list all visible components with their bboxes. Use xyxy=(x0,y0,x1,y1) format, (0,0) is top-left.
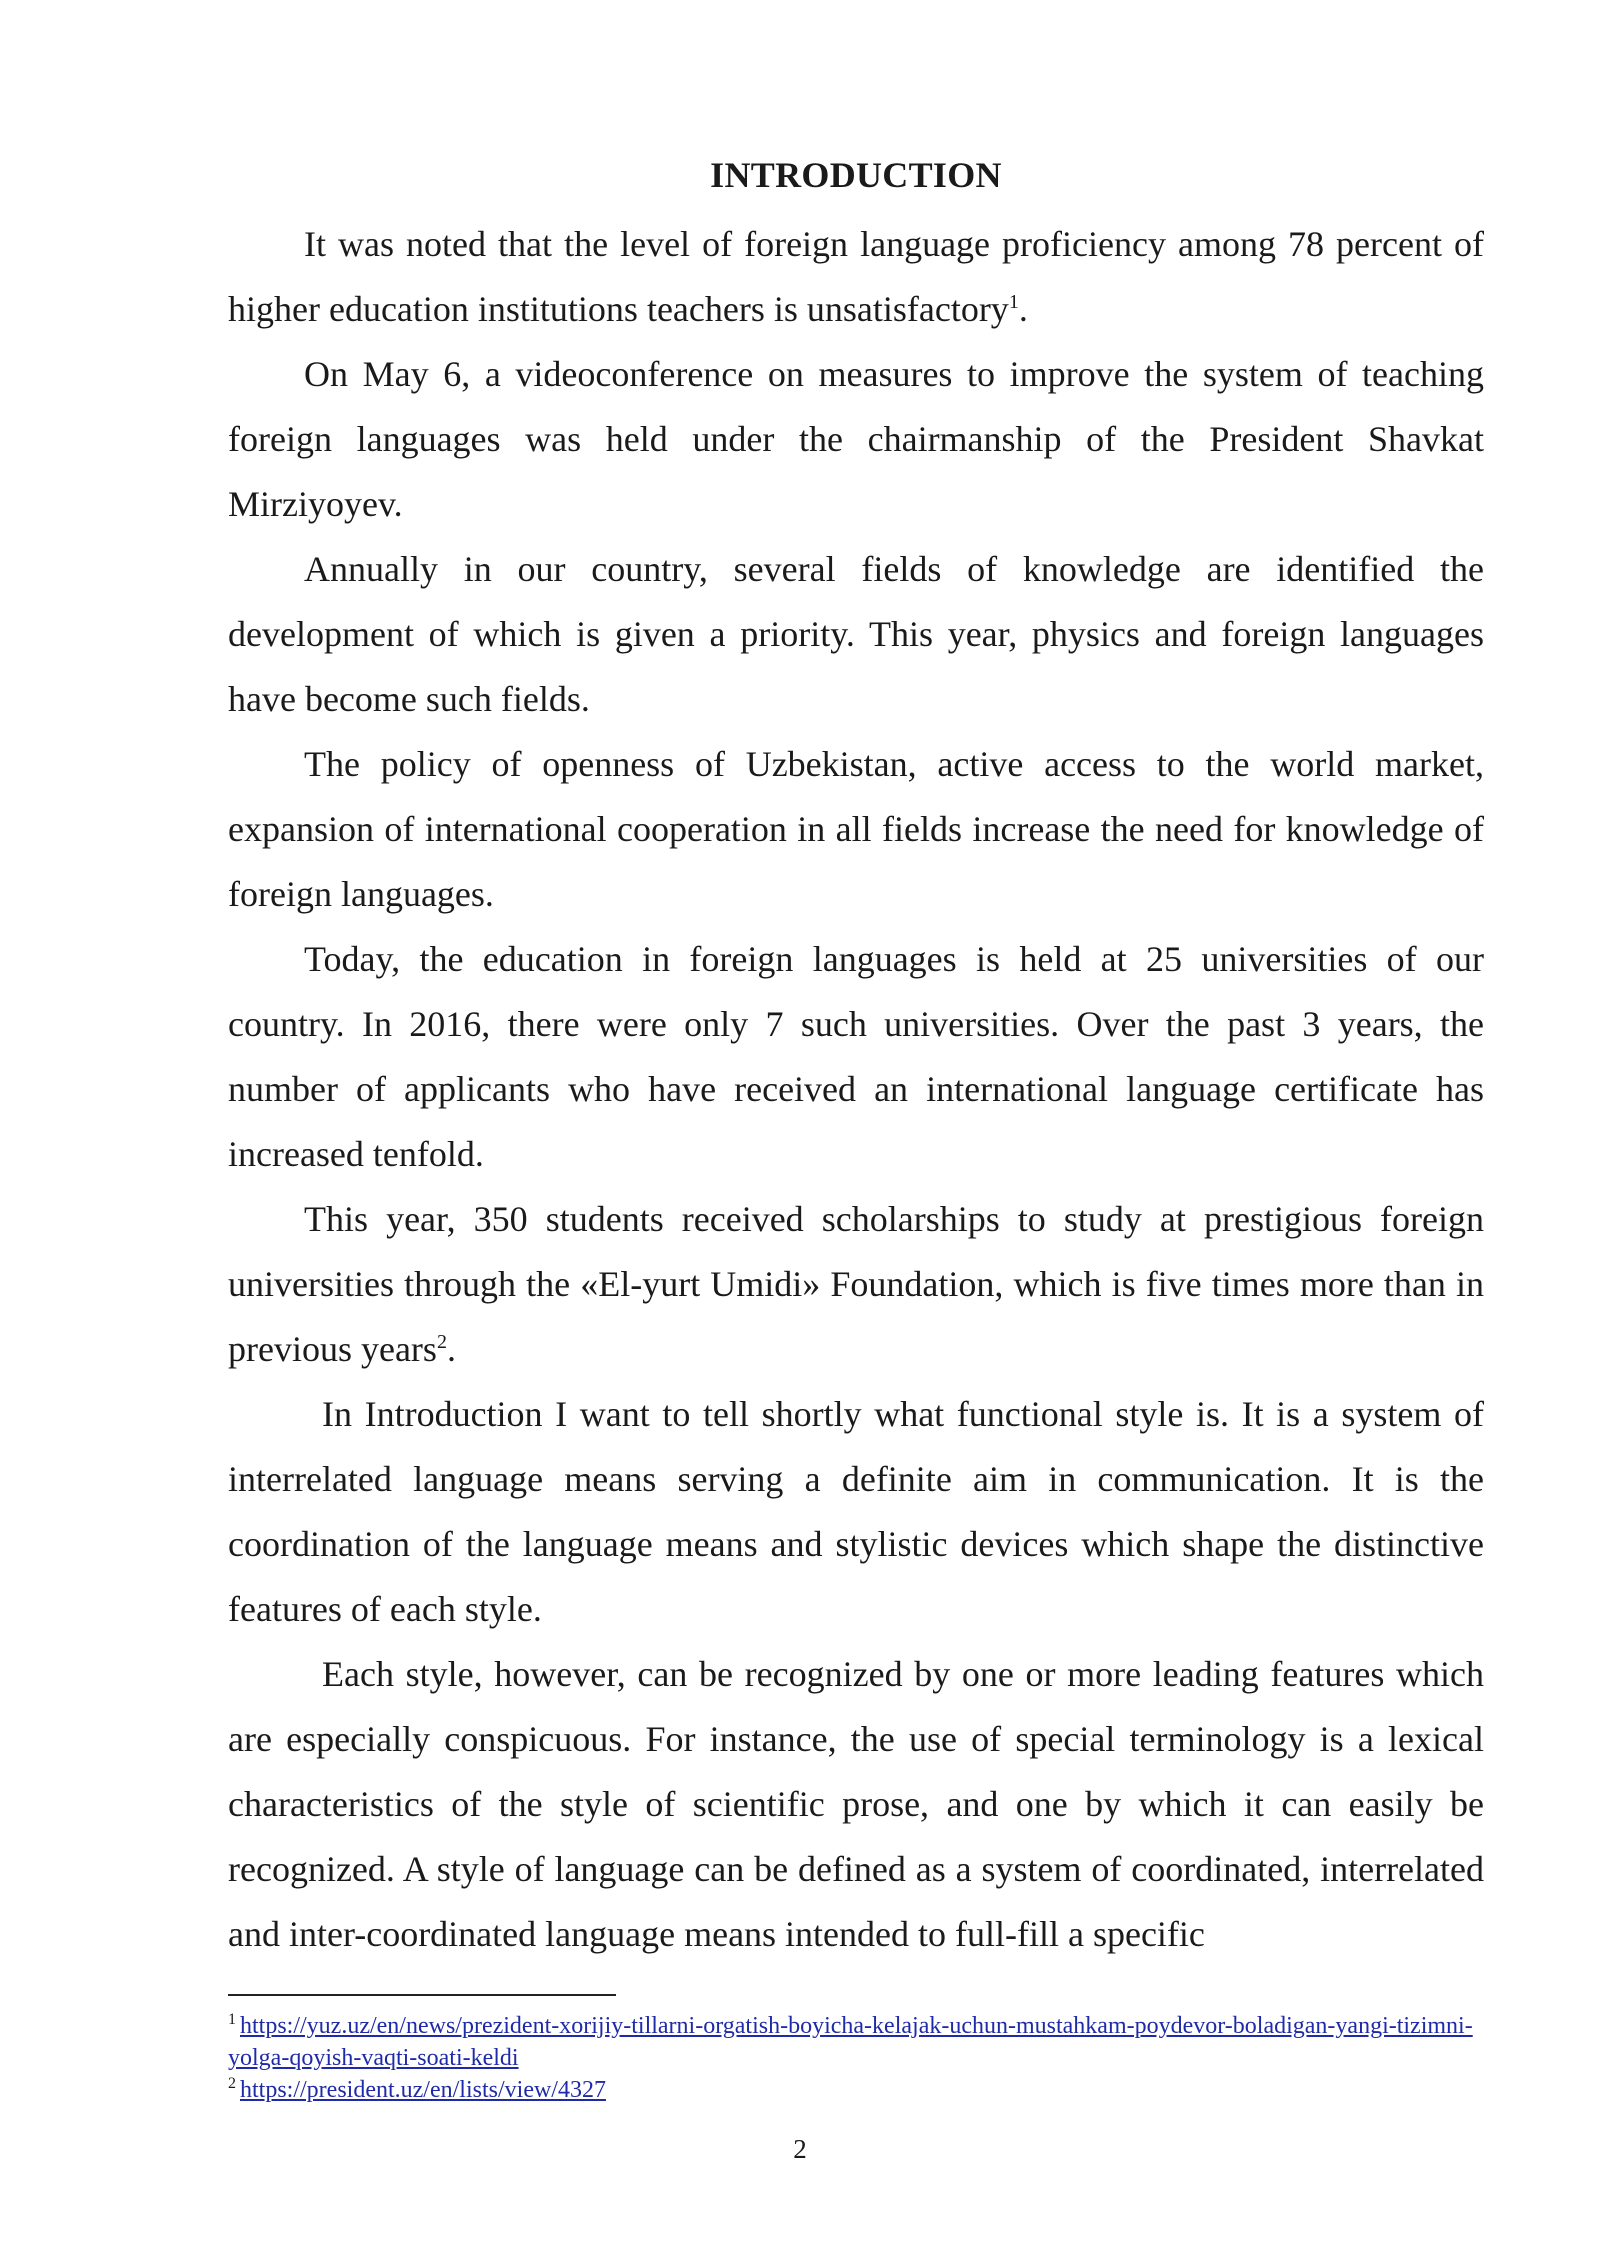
footnote-link[interactable]: https://yuz.uz/en/news/prezident-xorijiy-tillarni-orgatish-boyicha-kelajak-uchun-mustahkam-poydevor-boladigan-yangi-tizimni-yolga-qoyish-vaqti-soati-keldi xyxy=(228,2013,1473,2071)
page-body xyxy=(228,150,1484,1967)
paragraph-3 xyxy=(228,537,1484,732)
paragraph-5 xyxy=(228,927,1484,1187)
footnote-separator xyxy=(228,1994,616,1996)
paragraph-2 xyxy=(228,342,1484,537)
paragraph-7 xyxy=(228,1382,1484,1642)
footnote-2 xyxy=(228,2074,1484,2106)
paragraph-text: This year, 350 students received scholarships to study at prestigious foreign universities through the «El-yurt Umidi» Foundation, which is five times more than in previous years xyxy=(228,1199,1484,1369)
paragraph-6 xyxy=(228,1187,1484,1382)
paragraph-text: Today, the education in foreign languages is held at 25 universities of our country. In 2016, there were only 7 such universities. Over the past 3 years, the number of applicants who have received an international language certificate has increased tenfold. xyxy=(228,939,1484,1174)
section-heading: INTRODUCTION xyxy=(710,155,1002,195)
paragraph-4 xyxy=(228,732,1484,927)
paragraph-text: On May 6, a videoconference on measures to improve the system of teaching foreign languages was held under the chairmanship of the President Shavkat Mirziyoyev. xyxy=(228,354,1484,524)
paragraph-8 xyxy=(228,1642,1484,1967)
paragraph-text-end: . xyxy=(446,1329,456,1369)
footnote-1 xyxy=(228,2010,1484,2074)
paragraph-text: In Introduction I want to tell shortly what functional style is. It is a system of interrelated language means serving a definite aim in communication. It is the coordination of the language means and stylistic devices which shape the distinctive features of each style. xyxy=(228,1394,1484,1629)
paragraph-text: The policy of openness of Uzbekistan, active access to the world market, expansion of international cooperation in all fields increase the need for knowledge of foreign languages. xyxy=(228,744,1484,914)
footnote-link[interactable]: https://president.uz/en/lists/view/4327 xyxy=(240,2077,606,2103)
paragraph-1 xyxy=(228,212,1484,342)
paragraph-text: Annually in our country, several fields of knowledge are identified the development of which is given a priority. This year, physics and foreign languages have become such fields. xyxy=(228,549,1484,719)
paragraph-text-end: . xyxy=(1018,289,1028,329)
footnote-reference[interactable]: 2 xyxy=(436,1331,447,1353)
paragraph-text: Each style, however, can be recognized by one or more leading features which are especially conspicuous. For instance, the use of special terminology is a lexical characteristics of the style of scientific prose, and one by which it can easily be recognized. A style of language can be defined as a system of coordinated, interrelated and inter-coordinated language means intended to full-fill a specific xyxy=(228,1654,1484,1954)
footnote-number: 2 xyxy=(228,2075,236,2092)
page-number: 2 xyxy=(793,2134,807,2164)
footnote-number: 1 xyxy=(228,2011,236,2028)
footnotes xyxy=(228,2010,1484,2106)
paragraph-text: It was noted that the level of foreign language proficiency among 78 percent of higher education institutions teachers is unsatisfactory xyxy=(228,224,1484,329)
footnote-reference[interactable]: 1 xyxy=(1008,291,1019,313)
